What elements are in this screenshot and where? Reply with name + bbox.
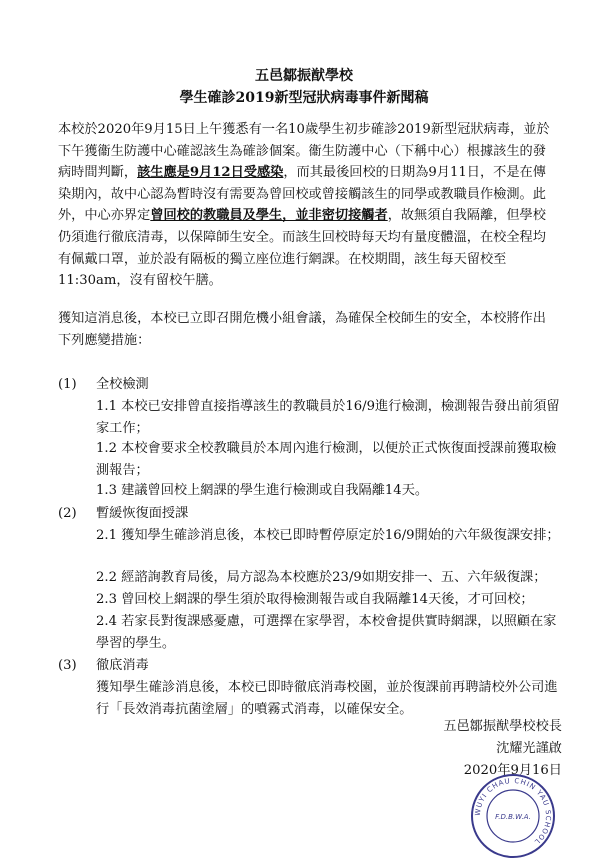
signature-date: 2020年9月16日 (463, 763, 562, 778)
incident-text-part: 本校於2020年9月15日上午獲悉有一名10歲學生初步確診2019新型冠狀病毒，並於下午獲衞生防護中心確認該生為確診個案。衞生防護中心（下稱中心）根據該生的發病時間判斷， (58, 122, 550, 181)
section-number: (3) (58, 658, 77, 673)
incident-text-part: ，故無須自我隔離，但學校仍須進行徹底清毒，以保障師生安全。而該生回校時每天均有量度體溫，在校全程均有佩戴口罩，並於設有隔板的獨立座位進行網課。在校期間，該生每天留校至11:30am，沒有留校午膳。 (58, 208, 546, 289)
measure-item: 1.1 本校已安排曾直接指導該生的教職員於16/9進行檢測，檢測報告發出前須留家工作； (96, 399, 560, 436)
school-seal-icon (470, 773, 556, 859)
incident-paragraph (58, 119, 558, 292)
measures-intro-paragraph: 獲知這消息後，本校已立即召開危機小組會議，為確保全校師生的安全，本校將作出下列應變措施： (58, 311, 546, 348)
infection-date-highlight: 該生應是9月12日受感染 (137, 165, 284, 181)
school-name-heading: 五邑鄒振猷學校 (255, 68, 353, 84)
section-number: (1) (58, 377, 77, 392)
section-number: (2) (58, 506, 77, 521)
measure-item: 2.4 若家長對復課感憂慮，可選擇在家學習，本校會提供實時網課，以照顧在家學習的學生。 (96, 614, 557, 651)
document-title: 學生確診2019新型冠狀病毒事件新聞稿 (179, 90, 429, 106)
seal-ring-text: WUYI CHAU CHIN YAU SCHOOL (473, 776, 553, 847)
measure-item: 2.1 獲知學生確診消息後，本校已即時暫停原定於16/9開始的六年級復課安排； (96, 528, 560, 543)
seal-center-text: F.D.B.W.A. (495, 813, 531, 821)
measure-item: 2.3 曾回校上網課的學生須於取得檢測報告或自我隔離14天後，才可回校； (96, 592, 534, 607)
section-heading-testing: 全校檢測 (96, 377, 149, 392)
measure-item: 1.2 本校會要求全校教職員於本周內進行檢測，以便於正式恢復面授課前獲取檢測報告； (96, 441, 557, 478)
measure-item: 2.2 經諮詢教育局後，局方認為本校應於23/9如期安排一、五、六年級復課； (96, 570, 547, 585)
incident-text-part: ，而其最後回校的日期為9月11日，不是在傳染期內，故中心認為暫時沒有需要為曾回校或曾接觸該生的同學或教職員作檢測。此外，中心亦界定 (58, 165, 546, 224)
signature-title: 五邑鄒振猷學校校長 (443, 719, 562, 734)
close-contact-highlight: 曾回校的教職員及學生，並非密切接觸者 (150, 208, 388, 224)
section-heading-disinfection: 徹底消毒 (96, 658, 149, 673)
signature-name: 沈耀光謹啟 (496, 741, 562, 756)
measure-item: 1.3 建議曾回校上網課的學生進行檢測或自我隔離14天。 (96, 483, 429, 498)
section-heading-suspend-classes: 暫緩恢復面授課 (96, 506, 189, 521)
measure-item: 獲知學生確診消息後，本校已即時徹底消毒校園，並於復課前再聘請校外公司進行「長效消毒抗菌塗層」的噴霧式消毒，以確保安全。 (96, 680, 558, 717)
